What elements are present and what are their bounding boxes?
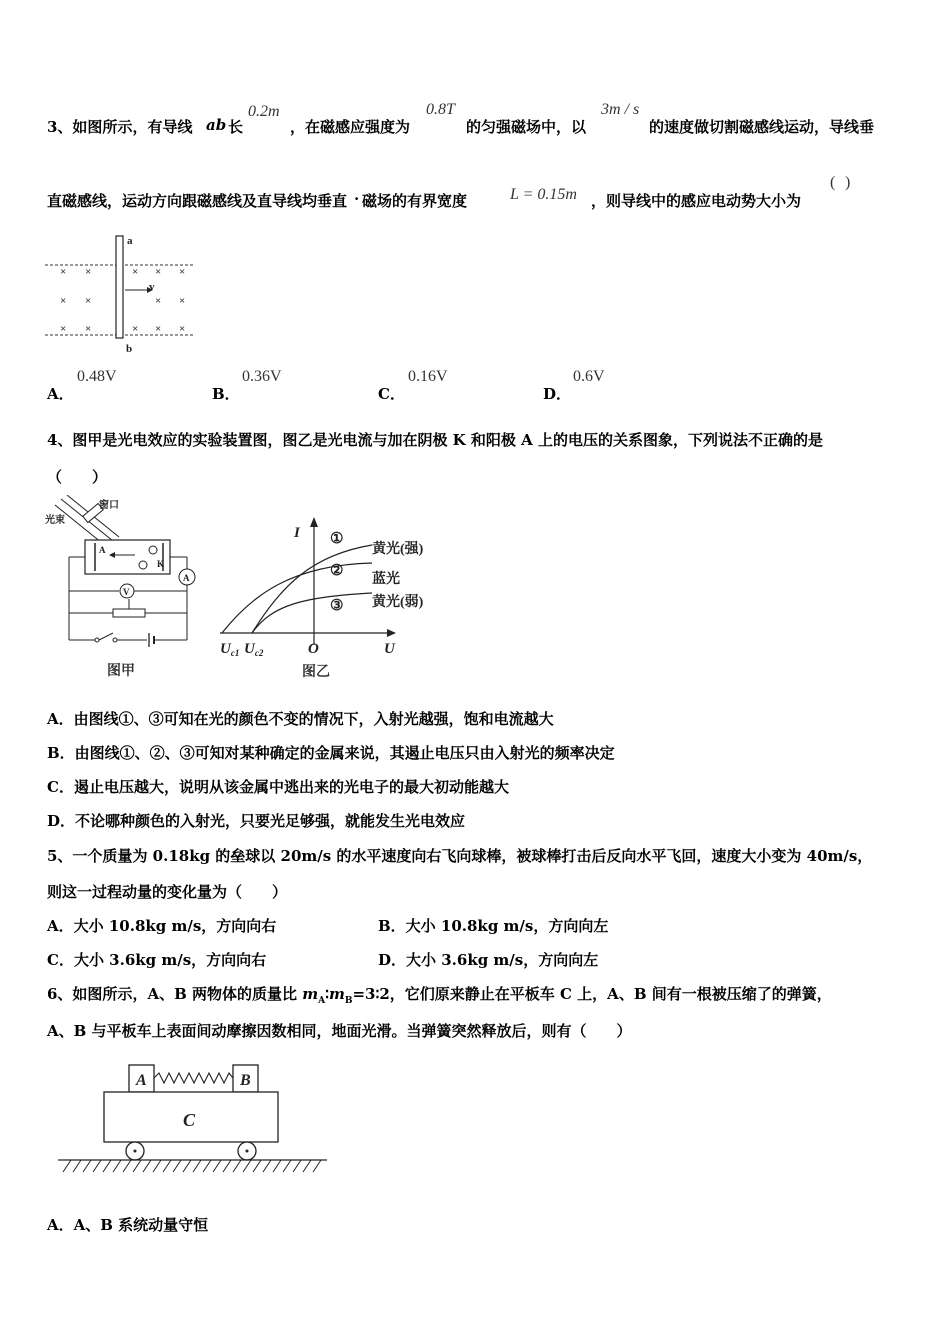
q3-text-2: 长 [228,118,244,136]
q6-ma-sub: A [318,996,326,1006]
spring [154,1073,233,1083]
cross: × [85,295,92,307]
velocity-label: v [149,281,155,293]
q4-option-d: D．不论哪种颜色的入射光，只要光足够强，就能发生光电效应 [47,812,466,830]
q5-option-d: D．大小 3.6kg m/s，方向向左 [378,951,599,969]
i-label: I [294,525,300,541]
q3-ab: ab [206,116,227,134]
q4-option-b: B．由图线①、②、③可知对某种确定的金属来说，其遏止电压只由入射光的频率决定 [47,744,615,762]
rod-end-b: b [126,343,133,355]
cross: × [60,266,67,278]
q3-speed: 3m / s [601,101,640,118]
q6-colon: ∶ [325,985,329,1003]
q3-option-d-value: 0.6V [573,368,605,385]
curve-blue [222,563,372,633]
uc1-label: $U_{c1}$ [220,641,240,658]
cross: × [60,295,67,307]
origin-label: O [308,641,319,657]
q3-option-a-label: A． [47,385,74,403]
q3-text-7: 磁场的有界宽度 [362,192,468,210]
q3-text-4: 的匀强磁场中，以 [466,118,587,136]
anode-label: A [99,545,106,555]
q6-figure [55,1060,335,1180]
q4-stem-line2: （ ） [47,468,108,486]
uc2-label: $U_{c2}$ [244,641,264,658]
q3-length: 0.2m [248,103,280,120]
q3-blank: ( ) [830,174,851,191]
q5-option-b: B．大小 10.8kg m/s，方向向左 [378,917,609,935]
curve-yellow-weak [252,593,372,633]
window-label: 窗口 [99,500,119,511]
q6-text-1: 6、如图所示，A、B 两物体的质量比 [47,985,303,1003]
curve-1-label: 黄光(强) [372,542,424,557]
cross: × [85,266,92,278]
q4-stem-line1: 4、图甲是光电效应的实验装置图，图乙是光电流与加在阴极 K 和阳极 A 上的电压的关系图象，下列说法不正确的是 [47,431,824,449]
cross: × [132,323,139,335]
cross: × [155,295,162,307]
q3-text-6: 直磁感线，运动方向跟磁感线及直导线均垂直 [47,192,348,210]
switch [99,633,113,640]
rod-end-a: a [127,235,133,247]
q4-figure-jia [45,495,205,685]
q3-text-5: 的速度做切割磁感线运动，导线垂 [649,118,875,136]
fig-yi-caption: 图乙 [302,665,330,680]
svg-text:A: A [183,573,190,583]
q3-text-8: ，则导线中的感应电动势大小为 [591,192,802,210]
q4-option-a: A．由图线①、③可知在光的颜色不变的情况下，入射光越强，饱和电流越大 [47,710,554,728]
cross: × [155,323,162,335]
q3-option-c-value: 0.16V [408,368,448,385]
q3-dot: · [354,190,360,208]
conductor-rod [116,236,123,338]
svg-text:B: B [240,1072,251,1089]
rheostat [113,609,145,617]
q3-option-b-label: B． [212,385,240,403]
curve-1-marker: ① [330,531,344,547]
cross: × [85,323,92,335]
q5-stem-line2: 则这一过程动量的变化量为（ ） [47,883,288,901]
curve-3-marker: ③ [330,598,344,614]
q6-ma: m [302,985,319,1003]
q6-mb: m [328,985,345,1003]
cross: × [132,266,139,278]
u-label: U [384,641,395,657]
cross: × [155,266,162,278]
q6-stem-line1 [47,983,832,1006]
cross: × [179,266,186,278]
q5-option-c: C．大小 3.6kg m/s，方向向右 [47,951,267,969]
q3-option-c-label: C． [378,385,405,403]
q3-option-d-label: D． [543,385,572,403]
cathode-label: K [157,559,165,569]
cross: × [179,295,186,307]
cross: × [60,323,67,335]
q4-figure-yi [212,505,452,685]
cross: × [179,323,186,335]
q3-field: 0.8T [426,101,455,118]
q3-option-a-value: 0.48V [77,368,117,385]
svg-text:V: V [123,587,130,597]
q6-text-2: =3∶2，它们原来静止在平板车 C 上，A、B 间有一根被压缩了的弹簧， [352,985,832,1003]
q6-mb-sub: B [344,996,353,1006]
q3-width: L = 0.15m [510,186,577,203]
fig-jia-caption: 图甲 [107,664,135,679]
svg-text:A: A [136,1072,147,1089]
q5-stem-line1: 5、一个质量为 0.18kg 的垒球以 20m/s 的水平速度向右飞向球棒，被球棒打击后反向水平飞回，速度大小变为 40m/s， [47,847,873,865]
q6-stem-line2: A、B 与平板车上表面间动摩擦因数相同，地面光滑。当弹簧突然释放后，则有（ ） [47,1022,632,1040]
q3-text-1: 3、如图所示，有导线 [47,118,193,136]
curve-3-label: 黄光(弱) [372,595,424,610]
q6-option-a: A．A、B 系统动量守恒 [47,1216,209,1234]
q4-option-c: C．遏止电压越大，说明从该金属中逃出来的光电子的最大初动能越大 [47,778,509,796]
q3-option-b-value: 0.36V [242,368,282,385]
q5-option-a: A．大小 10.8kg m/s，方向向右 [47,917,277,935]
q3-figure [45,232,195,357]
beam-label: 光束 [45,515,65,526]
svg-text:C: C [183,1110,196,1130]
q3-text-3: ，在磁感应强度为 [290,118,411,136]
ground-hatch [63,1160,321,1172]
curve-2-marker: ② [330,563,344,579]
curve-2-label: 蓝光 [372,572,400,587]
